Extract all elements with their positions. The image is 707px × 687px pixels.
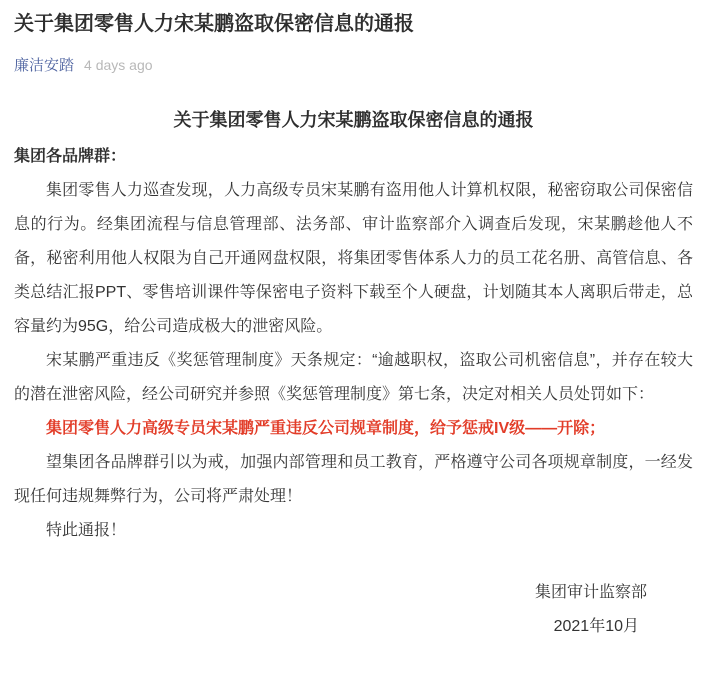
paragraph-investigation: 集团零售人力巡查发现，人力高级专员宋某鹏有盗用他人计算机权限，秘密窃取公司保密信息的行为。经集团流程与信息管理部、法务部、审计监察部介入调查后发现，宋某鹏趁他人不备，秘密利用他人权限为自己开通网盘权限，将集团零售体系人力的员工花名册、高管信息、各类总结汇报PPT、零售培训课件等保密电子资料下载至个人硬盘，计划随其本人离职后带走，总容量约为95G，给公司造成极大的泄密风险。 (14, 182, 693, 335)
author-link[interactable]: 廉洁安踏 (14, 57, 75, 74)
document-heading: 关于集团零售人力宋某鹏盗取保密信息的通报 (173, 110, 534, 130)
paragraph-closing-notice: 特此通报！ (46, 522, 127, 539)
signature-block (14, 576, 693, 644)
salutation: 集团各品牌群： (14, 148, 127, 165)
signature-date: 2021年10月 (553, 618, 639, 635)
post-time: 4 days ago (84, 57, 153, 73)
post-meta (14, 54, 693, 75)
page-title: 关于集团零售人力宋某鹏盗取保密信息的通报 (14, 13, 414, 35)
signature-department: 集团审计监察部 (534, 584, 647, 601)
paragraph-violation: 宋某鹏严重违反《奖惩管理制度》天条规定：“逾越职权，盗取公司机密信息”，并存在较大的潜在泄密风险，经公司研究并参照《奖惩管理制度》第七条，决定对相关人员处罚如下： (14, 352, 693, 403)
penalty-statement: 集团零售人力高级专员宋某鹏严重违反公司规章制度，给予惩戒IV级——开除； (46, 420, 606, 437)
paragraph-warning: 望集团各品牌群引以为戒，加强内部管理和员工教育，严格遵守公司各项规章制度，一经发现任何违规舞弊行为，公司将严肃处理！ (14, 454, 693, 505)
article-body (14, 107, 693, 644)
